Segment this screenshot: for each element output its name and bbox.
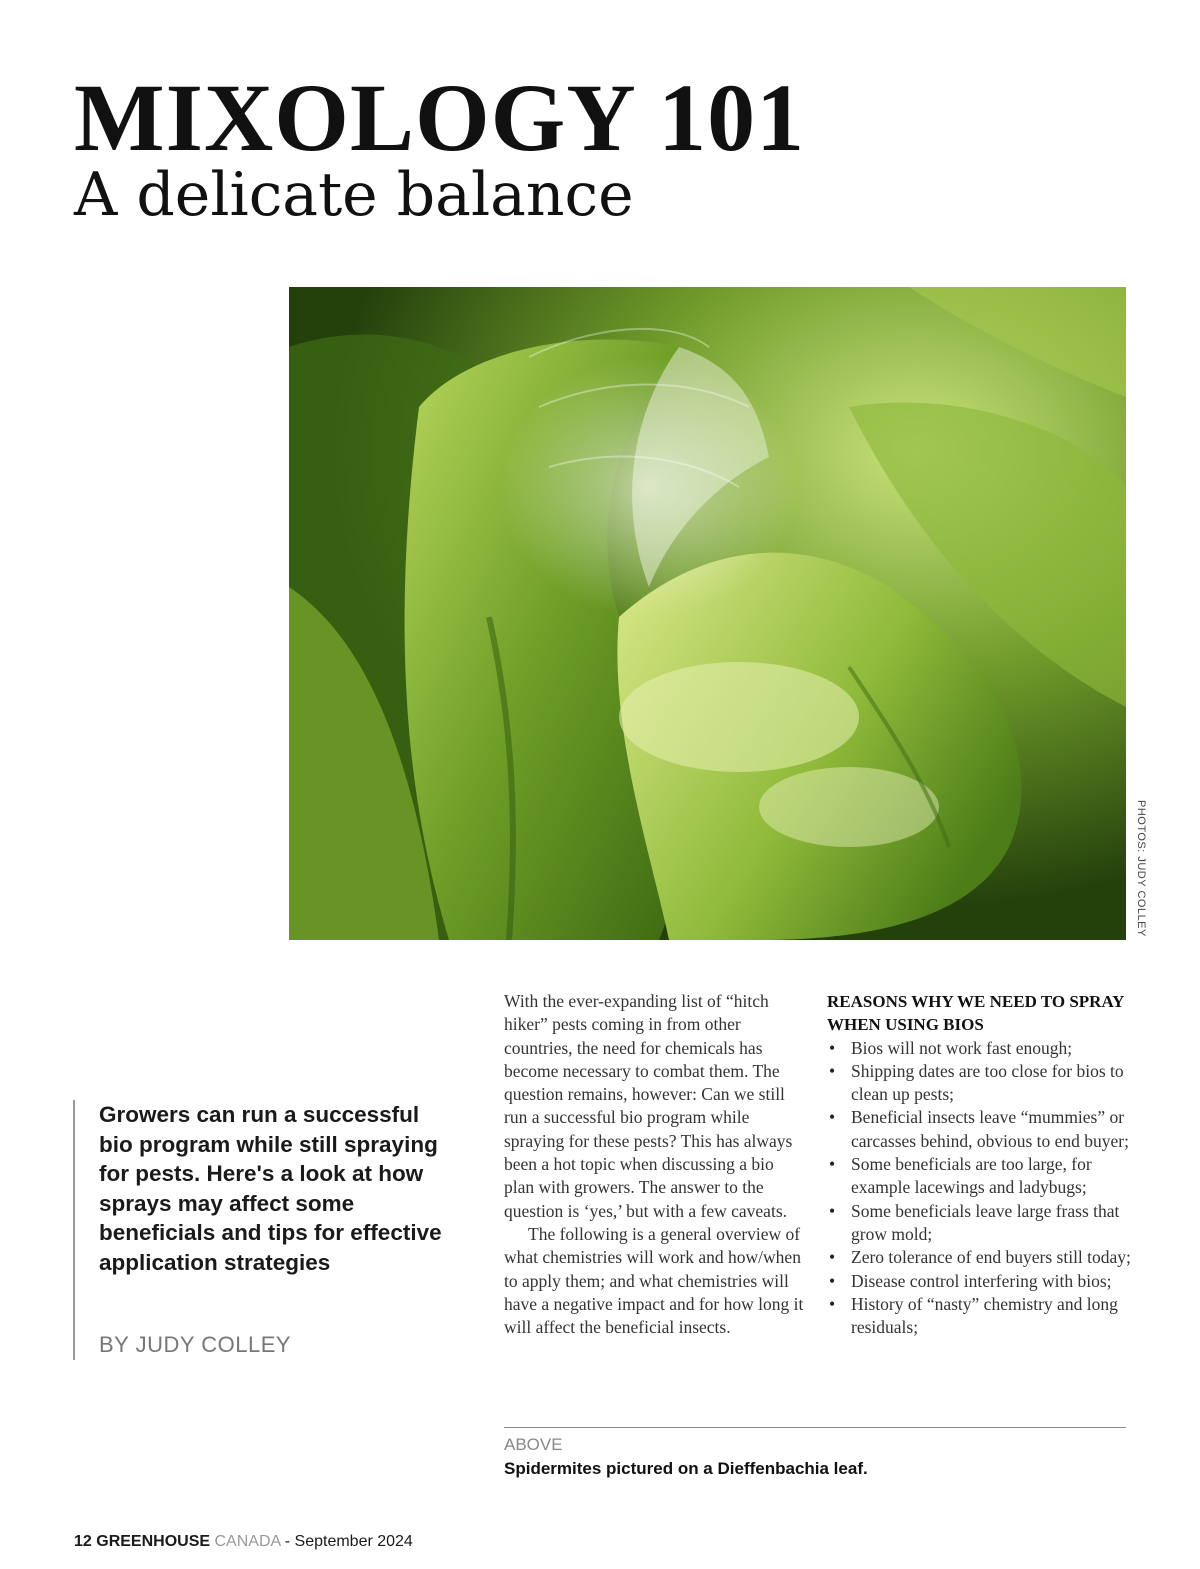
list-item: • Bios will not work fast enough; xyxy=(827,1037,1132,1060)
sidebar-heading: REASONS WHY WE NEED TO SPRAY WHEN USING BIOS xyxy=(827,992,1124,1035)
photo-credit xyxy=(1133,800,1147,940)
spidermite-leaf-photo xyxy=(289,287,1126,940)
deck-text: Growers can run a successful bio program while still spraying for pests. Here's a look at how sprays may affect some beneficials and tips for effective application strategies xyxy=(99,1102,442,1275)
magazine-name: GREENHOUSE xyxy=(96,1533,211,1550)
magazine-name-suffix: CANADA xyxy=(214,1533,281,1550)
caption-label: ABOVE xyxy=(504,1435,563,1454)
list-item: • Shipping dates are too close for bios to clean up pests; xyxy=(827,1060,1132,1107)
page-footer xyxy=(74,1533,413,1551)
reasons-list xyxy=(827,1037,1132,1340)
caption-text: Spidermites pictured on a Dieffenbachia leaf. xyxy=(504,1459,868,1478)
list-item: • Disease control interfering with bios; xyxy=(827,1270,1132,1293)
byline: BY JUDY COLLEY xyxy=(99,1332,292,1357)
body-column xyxy=(504,990,804,1339)
list-item: • Some beneficials are too large, for example lacewings and ladybugs; xyxy=(827,1153,1132,1200)
body-paragraph: With the ever-expanding list of “hitch hiker” pests coming in from other countries, the need for chemicals has become necessary to combat them. The question remains, however: Can we still run a successful bio program while spraying for these pests? This has always been a hot topic when discussing a bio plan with growers. The answer to the question is ‘yes,’ but with a few caveats. xyxy=(504,991,793,1221)
reasons-sidebar xyxy=(827,990,1132,1339)
page-number: 12 xyxy=(74,1533,92,1550)
photo-credit-text: PHOTOS: JUDY COLLEY xyxy=(1135,800,1147,937)
list-item: • Some beneficials leave large frass that grow mold; xyxy=(827,1200,1132,1247)
issue-date: - September 2024 xyxy=(284,1533,413,1550)
caption-divider xyxy=(504,1427,1126,1428)
article-subtitle: A delicate balance xyxy=(74,160,634,230)
article-deck xyxy=(73,1100,465,1360)
list-item: • Beneficial insects leave “mummies” or carcasses behind, obvious to end buyer; xyxy=(827,1106,1132,1153)
article-title: MIXOLOGY 101 xyxy=(74,64,806,171)
body-paragraph: The following is a general overview of what chemistries will work and how/when to apply them; and what chemistries will have a negative impact and for how long it will affect the beneficial insects. xyxy=(504,1223,804,1338)
list-item: • History of “nasty” chemistry and long residuals; xyxy=(827,1293,1132,1340)
list-item: • Zero tolerance of end buyers still today; xyxy=(827,1246,1132,1269)
